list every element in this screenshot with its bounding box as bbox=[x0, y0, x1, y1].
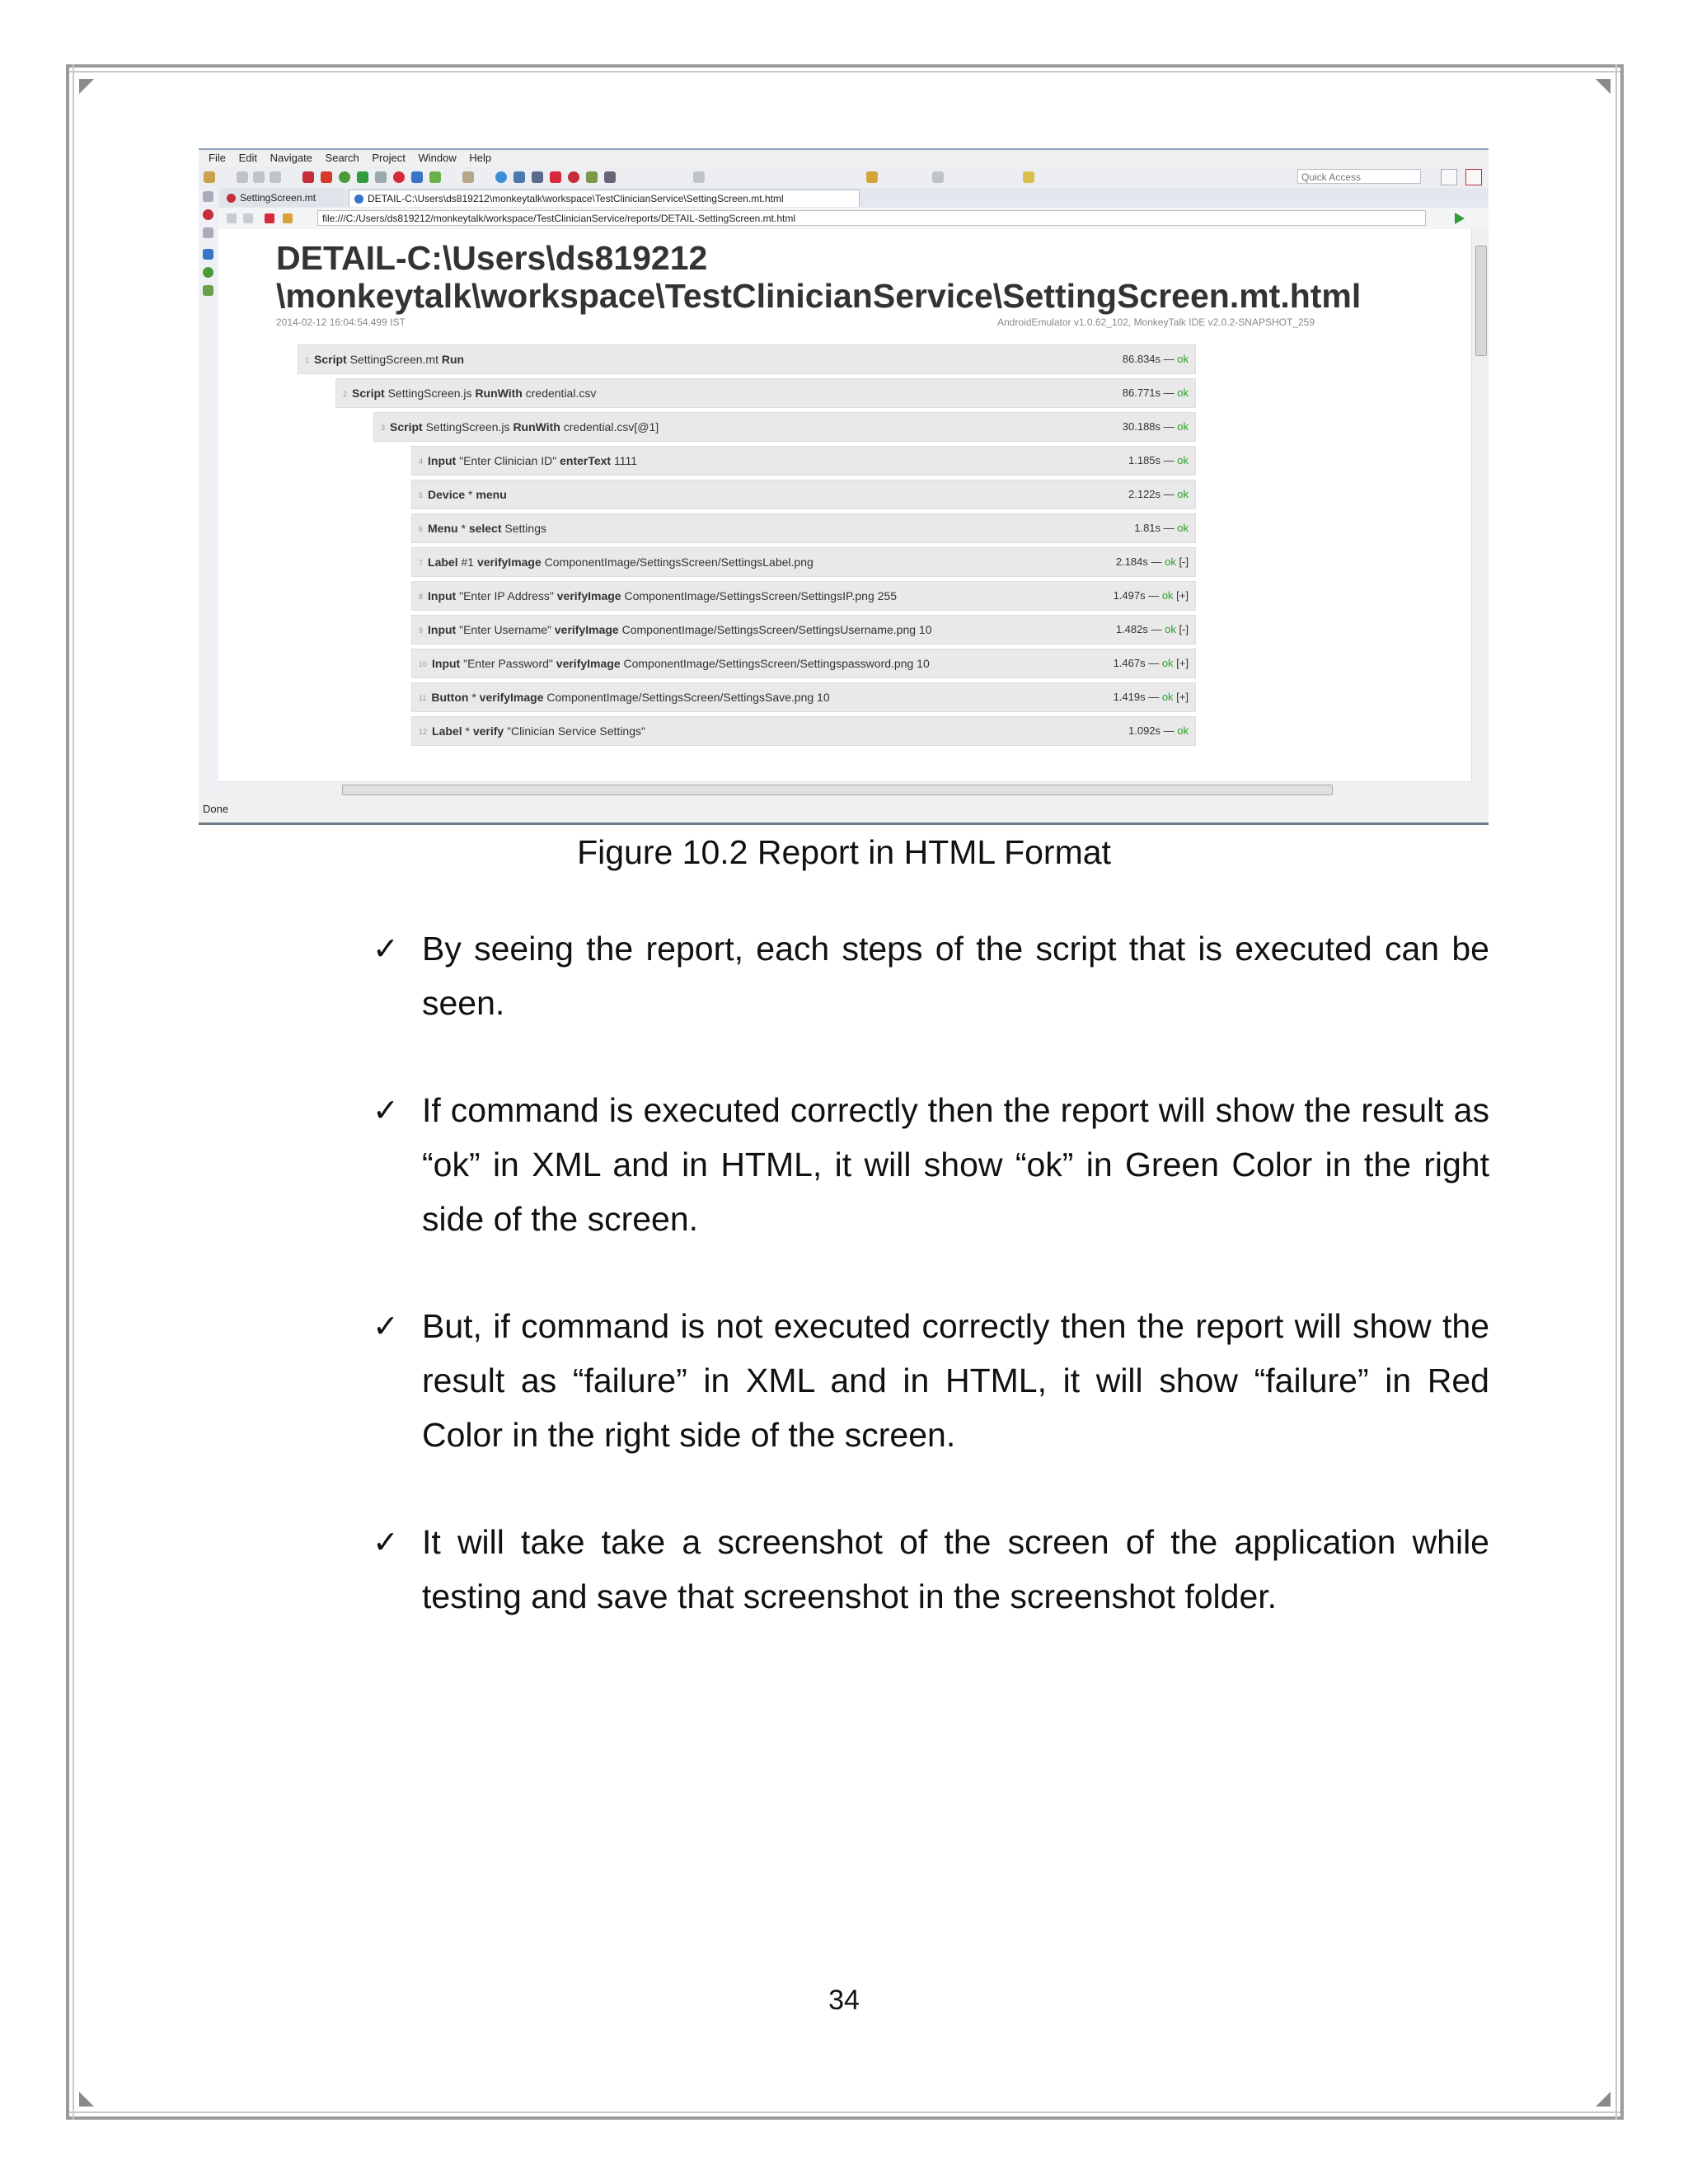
error-icon[interactable] bbox=[568, 171, 579, 183]
scroll-thumb[interactable] bbox=[1475, 246, 1487, 356]
step-timing bbox=[1123, 413, 1189, 441]
tool-icon[interactable] bbox=[586, 171, 598, 183]
corner-ornament-bottom-left bbox=[79, 2092, 94, 2107]
tree-icon[interactable] bbox=[203, 285, 213, 296]
step-duration: 1.467s — bbox=[1113, 657, 1162, 669]
checkmark-icon: ✓ bbox=[373, 1524, 399, 1560]
report-title bbox=[276, 239, 1361, 315]
step-index: 7 bbox=[419, 559, 424, 568]
step-result-ok: ok bbox=[1161, 691, 1174, 703]
report-step-row[interactable] bbox=[411, 615, 1196, 644]
checkmark-icon: ✓ bbox=[373, 1092, 399, 1128]
step-index: 10 bbox=[419, 660, 428, 669]
step-monkey-id: SettingScreen.js bbox=[384, 387, 476, 400]
checkmark-icon: ✓ bbox=[373, 930, 399, 967]
step-monkey-id: "Enter Username" bbox=[456, 623, 555, 636]
step-monkey-id: * bbox=[468, 691, 480, 704]
go-icon[interactable] bbox=[1455, 213, 1465, 224]
step-index: 3 bbox=[381, 424, 386, 433]
menu-navigate[interactable]: Navigate bbox=[270, 152, 312, 164]
step-timing bbox=[1116, 616, 1189, 644]
step-result-ok: ok bbox=[1161, 657, 1174, 669]
step-args: ComponentImage/SettingsScreen/SettingsLabel.png bbox=[541, 555, 814, 569]
menu-file[interactable]: File bbox=[209, 152, 226, 164]
tab-settingscreen-mt[interactable] bbox=[222, 190, 344, 207]
step-expand-toggle[interactable]: [+] bbox=[1173, 691, 1189, 703]
step-index: 11 bbox=[419, 694, 427, 703]
record-icon[interactable] bbox=[302, 171, 314, 183]
ide-screenshot bbox=[199, 148, 1489, 825]
status-bar bbox=[199, 796, 1489, 823]
step-component: Label bbox=[432, 724, 462, 738]
step-component: Script bbox=[390, 420, 423, 434]
menu-help[interactable]: Help bbox=[469, 152, 492, 164]
step-component: Device bbox=[428, 488, 466, 501]
step-timing bbox=[1123, 379, 1189, 407]
step-component: Input bbox=[432, 657, 461, 670]
step-args: "Clinician Service Settings" bbox=[504, 724, 645, 738]
step-timing bbox=[1123, 345, 1189, 373]
step-action: menu bbox=[476, 488, 507, 501]
step-component: Input bbox=[428, 589, 457, 602]
step-action: verify bbox=[472, 724, 504, 738]
step-result-ok: ok bbox=[1177, 353, 1189, 365]
scroll-thumb[interactable] bbox=[342, 785, 1333, 795]
step-component: Input bbox=[428, 623, 457, 636]
refresh-icon[interactable] bbox=[495, 171, 507, 183]
report-step-row[interactable] bbox=[411, 716, 1196, 746]
step-duration: 1.419s — bbox=[1113, 691, 1162, 703]
editor-tab-bar bbox=[218, 188, 1489, 209]
restore-icon[interactable] bbox=[203, 227, 213, 238]
bullet-item bbox=[373, 1299, 1489, 1462]
step-monkey-id: * bbox=[465, 488, 476, 501]
step-duration: 1.81s — bbox=[1134, 522, 1178, 534]
step-duration: 86.771s — bbox=[1122, 387, 1178, 399]
connect-icon[interactable] bbox=[411, 171, 423, 183]
step-component: Script bbox=[314, 353, 347, 366]
step-action: verifyImage bbox=[556, 657, 621, 670]
step-duration: 1.497s — bbox=[1113, 589, 1162, 602]
step-result-ok: ok bbox=[1177, 724, 1189, 737]
report-step-row[interactable] bbox=[411, 513, 1196, 543]
perspective-icon[interactable] bbox=[1441, 169, 1457, 185]
report-step-row[interactable] bbox=[411, 581, 1196, 611]
step-action: RunWith bbox=[475, 387, 523, 400]
left-tool-strip bbox=[199, 188, 219, 798]
step-result-ok: ok bbox=[1177, 454, 1189, 466]
step-timing bbox=[1114, 683, 1189, 711]
step-monkey-id: SettingScreen.js bbox=[422, 420, 513, 434]
step-duration: 1.092s — bbox=[1128, 724, 1178, 737]
step-args: ComponentImage/SettingsScreen/Settingspassword.png 10 bbox=[620, 657, 930, 670]
android-icon[interactable] bbox=[339, 171, 350, 183]
step-expand-toggle[interactable]: [-] bbox=[1175, 555, 1189, 568]
step-component: Button bbox=[431, 691, 469, 704]
step-index: 6 bbox=[419, 525, 424, 534]
step-duration: 1.482s — bbox=[1115, 623, 1165, 635]
step-action: verifyImage bbox=[479, 691, 544, 704]
report-timestamp: 2014-02-12 16:04:54.499 IST bbox=[276, 316, 406, 328]
step-duration: 2.122s — bbox=[1128, 488, 1178, 500]
record-dot-icon[interactable] bbox=[393, 171, 405, 183]
step-monkey-id: "Enter IP Address" bbox=[456, 589, 557, 602]
tab-label: DETAIL-C:\Users\ds819212\monkeytalk\workspace\TestClinicianService\SettingScreen.mt.html bbox=[368, 193, 784, 204]
page-border-top bbox=[66, 64, 1624, 73]
menu-window[interactable]: Window bbox=[418, 152, 457, 164]
step-action: RunWith bbox=[513, 420, 560, 434]
toolbar bbox=[199, 166, 1489, 189]
step-component: Input bbox=[428, 454, 457, 467]
vertical-scrollbar[interactable] bbox=[1471, 229, 1489, 781]
print-icon[interactable] bbox=[270, 171, 281, 183]
page-number: 34 bbox=[828, 1985, 860, 2016]
step-args: ComponentImage/SettingsScreen/SettingsSave.png 10 bbox=[543, 691, 830, 704]
back-arrow-icon[interactable] bbox=[227, 213, 237, 223]
step-action: verifyImage bbox=[554, 623, 619, 636]
step-expand-toggle[interactable]: [+] bbox=[1173, 657, 1189, 669]
page-border-left bbox=[66, 64, 74, 2120]
image-icon[interactable] bbox=[532, 171, 543, 183]
pin-icon[interactable] bbox=[866, 171, 878, 183]
step-args: credential.csv[@1] bbox=[560, 420, 659, 434]
quick-access-field[interactable]: Quick Access bbox=[1297, 169, 1421, 184]
browser-address-bar bbox=[218, 208, 1489, 230]
report-view bbox=[218, 229, 1471, 781]
pause-icon[interactable] bbox=[375, 171, 387, 183]
step-expand-toggle[interactable]: [+] bbox=[1173, 589, 1189, 602]
settings-icon[interactable] bbox=[693, 171, 705, 183]
step-args: ComponentImage/SettingsScreen/SettingsIP.png 255 bbox=[621, 589, 898, 602]
step-args: 1111 bbox=[611, 454, 638, 467]
bullet-text: It will take take a screenshot of the screen of the application while testing and save that screenshot in the screenshot folder. bbox=[422, 1523, 1489, 1615]
back-icon[interactable] bbox=[1023, 171, 1034, 183]
bullet-item bbox=[373, 921, 1489, 1030]
step-index: 12 bbox=[419, 728, 428, 737]
menu-bar bbox=[199, 148, 1489, 168]
step-index: 2 bbox=[343, 390, 348, 399]
status-text: Done bbox=[203, 803, 229, 815]
step-timing bbox=[1128, 447, 1189, 475]
stop-icon[interactable] bbox=[265, 213, 274, 223]
tab-detail-report[interactable] bbox=[349, 190, 860, 207]
step-index: 9 bbox=[419, 626, 424, 635]
step-action: enterText bbox=[560, 454, 612, 467]
forward-arrow-icon[interactable] bbox=[243, 213, 253, 223]
bullet-text: But, if command is not executed correctly then the report will show the result as “failure” in XML and in HTML, it will show “failure” in Red Color in the right side of the screen. bbox=[422, 1307, 1489, 1454]
report-step-row[interactable] bbox=[411, 547, 1196, 577]
step-timing bbox=[1128, 480, 1189, 509]
step-duration: 86.834s — bbox=[1122, 353, 1178, 365]
corner-ornament-top-right bbox=[1596, 79, 1611, 94]
menu-edit[interactable]: Edit bbox=[238, 152, 257, 164]
step-result-ok: ok bbox=[1177, 420, 1189, 433]
step-index: 5 bbox=[419, 491, 424, 500]
bullet-item bbox=[373, 1083, 1489, 1246]
report-step-row[interactable] bbox=[411, 480, 1196, 509]
report-title-line-1: DETAIL-C:\Users\ds819212 bbox=[276, 239, 708, 277]
new-icon[interactable] bbox=[204, 171, 215, 183]
step-result-ok: ok bbox=[1165, 555, 1176, 568]
console-icon[interactable] bbox=[203, 249, 213, 260]
step-result-ok: ok bbox=[1177, 522, 1189, 534]
step-result-ok: ok bbox=[1177, 488, 1189, 500]
step-timing bbox=[1114, 582, 1189, 610]
list-icon[interactable] bbox=[604, 171, 616, 183]
horizontal-scrollbar[interactable] bbox=[218, 781, 1471, 797]
restore-icon[interactable] bbox=[203, 191, 213, 202]
step-action: select bbox=[468, 522, 502, 535]
step-action: verifyImage bbox=[476, 555, 542, 569]
step-index: 4 bbox=[419, 457, 424, 466]
step-index: 8 bbox=[419, 593, 424, 602]
monkeytalk-perspective-icon[interactable] bbox=[1465, 169, 1482, 185]
device-icon[interactable] bbox=[429, 171, 441, 183]
figure-caption: Figure 10.2 Report in HTML Format bbox=[577, 833, 1111, 871]
monkey-icon[interactable] bbox=[203, 209, 213, 220]
step-component: Script bbox=[352, 387, 385, 400]
menu-search[interactable]: Search bbox=[325, 152, 359, 164]
step-timing bbox=[1128, 717, 1189, 745]
monkey-icon bbox=[227, 194, 236, 203]
corner-ornament-top-left bbox=[79, 79, 94, 94]
tab-label: SettingScreen.mt bbox=[240, 192, 316, 204]
bullet-item bbox=[373, 1515, 1489, 1624]
step-result-ok: ok bbox=[1165, 623, 1176, 635]
step-args: credential.csv bbox=[522, 387, 597, 400]
step-monkey-id: * bbox=[457, 522, 469, 535]
report-environment: AndroidEmulator v1.0.62_102, MonkeyTalk IDE v2.0.2-SNAPSHOT_259 bbox=[997, 316, 1315, 328]
page-border-bottom bbox=[66, 2111, 1624, 2120]
step-monkey-id: "Enter Password" bbox=[460, 657, 556, 670]
debug-icon[interactable] bbox=[462, 171, 474, 183]
step-monkey-id: * bbox=[462, 724, 473, 738]
step-timing bbox=[1116, 548, 1189, 576]
step-monkey-id: "Enter Clinician ID" bbox=[456, 454, 560, 467]
nav-icon[interactable] bbox=[932, 171, 944, 183]
step-index: 1 bbox=[305, 356, 310, 365]
stop-icon[interactable] bbox=[321, 171, 332, 183]
report-step-row[interactable] bbox=[411, 649, 1196, 678]
step-timing bbox=[1114, 649, 1189, 677]
checkmark-icon: ✓ bbox=[373, 1308, 399, 1344]
step-result-ok: ok bbox=[1161, 589, 1174, 602]
android-icon[interactable] bbox=[203, 267, 213, 278]
screen-icon[interactable] bbox=[513, 171, 525, 183]
corner-ornament-bottom-right bbox=[1596, 2092, 1611, 2107]
step-component: Label bbox=[428, 555, 458, 569]
percent-icon[interactable] bbox=[550, 171, 561, 183]
report-step-row[interactable] bbox=[335, 378, 1196, 408]
page-border-right bbox=[1615, 64, 1624, 2120]
refresh-icon[interactable] bbox=[283, 213, 293, 223]
report-step-row[interactable] bbox=[411, 446, 1196, 476]
step-monkey-id: SettingScreen.mt bbox=[346, 353, 442, 366]
step-duration: 30.188s — bbox=[1122, 420, 1178, 433]
step-action: verifyImage bbox=[556, 589, 621, 602]
save-all-icon[interactable] bbox=[253, 171, 265, 183]
step-action: Run bbox=[441, 353, 465, 366]
report-step-row[interactable] bbox=[373, 412, 1196, 442]
play-icon[interactable] bbox=[357, 171, 368, 183]
bullet-text: If command is executed correctly then the report will show the result as “ok” in XML and in HTML, it will show “ok” in Green Color in the right side of the screen. bbox=[422, 1091, 1489, 1238]
url-input[interactable]: file:///C:/Users/ds819212/monkeytalk/workspace/TestClinicianService/reports/DETAIL-SettingScreen.mt.html bbox=[317, 210, 1426, 226]
step-duration: 1.185s — bbox=[1128, 454, 1178, 466]
step-duration: 2.184s — bbox=[1115, 555, 1165, 568]
bullet-list bbox=[373, 921, 1489, 1676]
step-timing bbox=[1134, 514, 1189, 542]
step-component: Menu bbox=[428, 522, 458, 535]
globe-icon bbox=[354, 194, 363, 204]
step-args: ComponentImage/SettingsScreen/SettingsUsername.png 10 bbox=[618, 623, 932, 636]
step-expand-toggle[interactable]: [-] bbox=[1175, 623, 1189, 635]
bullet-text: By seeing the report, each steps of the script that is executed can be seen. bbox=[422, 930, 1489, 1022]
step-monkey-id: #1 bbox=[457, 555, 477, 569]
step-args: Settings bbox=[501, 522, 546, 535]
report-step-row[interactable] bbox=[298, 344, 1196, 374]
report-title-line-2: \monkeytalk\workspace\TestClinicianService\SettingScreen.mt.html bbox=[276, 277, 1362, 315]
step-result-ok: ok bbox=[1177, 387, 1189, 399]
report-step-row[interactable] bbox=[411, 682, 1196, 712]
save-icon[interactable] bbox=[237, 171, 248, 183]
menu-project[interactable]: Project bbox=[372, 152, 406, 164]
